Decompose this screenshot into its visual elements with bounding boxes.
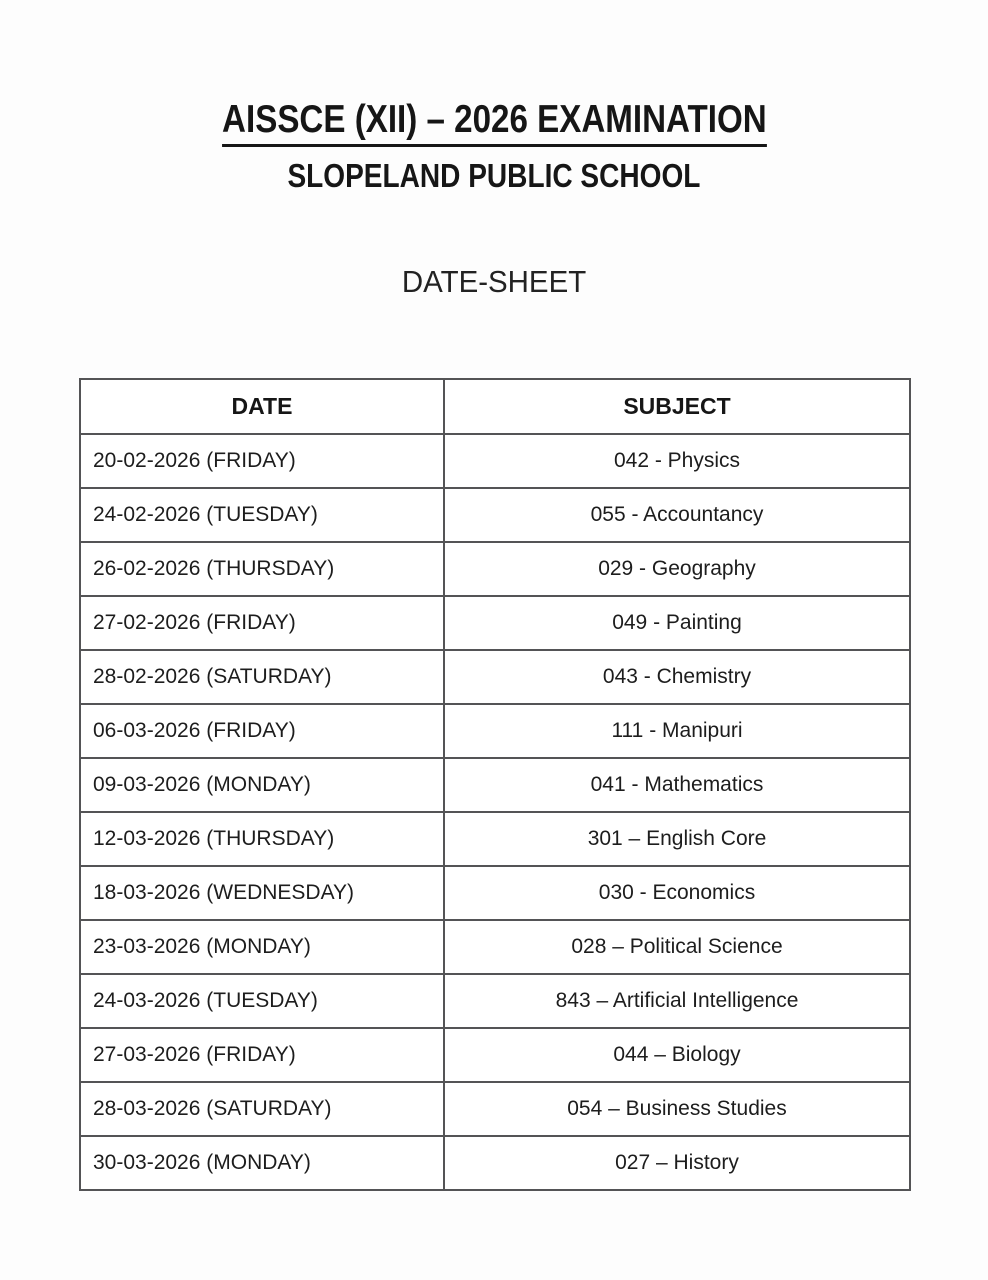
date-cell: 20-02-2026 (FRIDAY) <box>80 434 444 488</box>
table-row <box>80 596 910 650</box>
document-header <box>0 0 988 297</box>
date-cell: 26-02-2026 (THURSDAY) <box>80 542 444 596</box>
date-cell: 27-03-2026 (FRIDAY) <box>80 1028 444 1082</box>
subject-cell: 301 – English Core <box>444 812 910 866</box>
date-cell: 24-03-2026 (TUESDAY) <box>80 974 444 1028</box>
table-row <box>80 866 910 920</box>
subject-cell: 843 – Artificial Intelligence <box>444 974 910 1028</box>
subject-cell: 044 – Biology <box>444 1028 910 1082</box>
exam-title: AISSCE (XII) – 2026 EXAMINATION <box>222 100 767 147</box>
table-row <box>80 488 910 542</box>
date-cell: 09-03-2026 (MONDAY) <box>80 758 444 812</box>
sheet-label: DATE-SHEET <box>401 264 587 299</box>
school-name-line <box>0 159 988 192</box>
table-row <box>80 1136 910 1190</box>
subject-cell: 055 - Accountancy <box>444 488 910 542</box>
datesheet-table <box>79 378 911 1191</box>
date-cell: 28-03-2026 (SATURDAY) <box>80 1082 444 1136</box>
table-row <box>80 758 910 812</box>
subject-cell: 041 - Mathematics <box>444 758 910 812</box>
table-row <box>80 1028 910 1082</box>
date-cell: 23-03-2026 (MONDAY) <box>80 920 444 974</box>
date-cell: 12-03-2026 (THURSDAY) <box>80 812 444 866</box>
subject-cell: 027 – History <box>444 1136 910 1190</box>
date-cell: 28-02-2026 (SATURDAY) <box>80 650 444 704</box>
date-cell: 06-03-2026 (FRIDAY) <box>80 704 444 758</box>
subject-cell: 028 – Political Science <box>444 920 910 974</box>
subject-column-header: SUBJECT <box>444 379 910 434</box>
subject-cell: 049 - Painting <box>444 596 910 650</box>
table-row <box>80 812 910 866</box>
subject-cell: 030 - Economics <box>444 866 910 920</box>
date-cell: 27-02-2026 (FRIDAY) <box>80 596 444 650</box>
table-row <box>80 920 910 974</box>
table-row <box>80 1082 910 1136</box>
exam-title-line <box>0 100 988 147</box>
table-row <box>80 704 910 758</box>
date-cell: 24-02-2026 (TUESDAY) <box>80 488 444 542</box>
table-header-row <box>80 379 910 434</box>
table-row <box>80 434 910 488</box>
table-row <box>80 974 910 1028</box>
subject-cell: 054 – Business Studies <box>444 1082 910 1136</box>
table-row <box>80 650 910 704</box>
date-cell: 18-03-2026 (WEDNESDAY) <box>80 866 444 920</box>
date-cell: 30-03-2026 (MONDAY) <box>80 1136 444 1190</box>
subject-cell: 042 - Physics <box>444 434 910 488</box>
table-row <box>80 542 910 596</box>
school-name: SLOPELAND PUBLIC SCHOOL <box>287 157 701 194</box>
sheet-label-line <box>0 266 988 297</box>
date-column-header: DATE <box>80 379 444 434</box>
subject-cell: 043 - Chemistry <box>444 650 910 704</box>
subject-cell: 029 - Geography <box>444 542 910 596</box>
subject-cell: 111 - Manipuri <box>444 704 910 758</box>
